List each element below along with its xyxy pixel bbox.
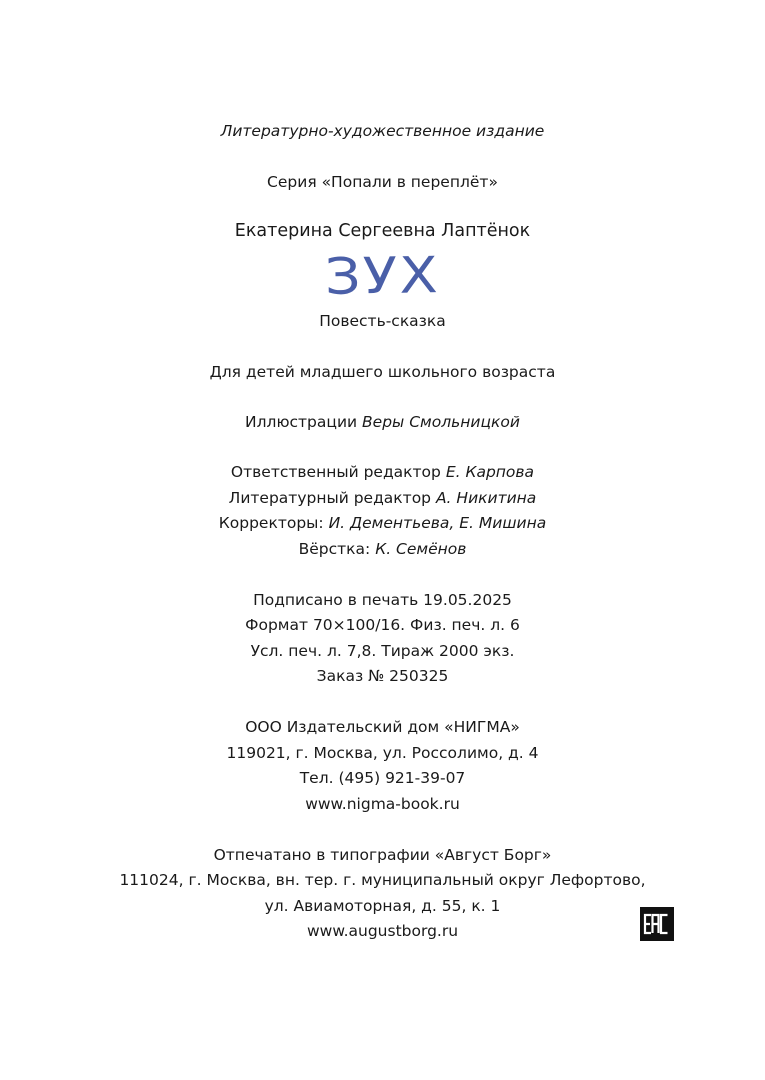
staff-name: И. Дементьева, Е. Мишина — [328, 514, 547, 532]
illustrator-name: Веры Смольницкой — [362, 413, 520, 431]
staff-line — [0, 462, 765, 482]
book-title-text: ЗУХ — [324, 246, 441, 306]
printer-line: ул. Авиамоторная, д. 55, к. 1 — [264, 897, 501, 915]
audience-line: Для детей младшего школьного возраста — [209, 363, 556, 381]
staff-line — [0, 488, 765, 508]
book-title — [0, 246, 765, 306]
staff-role: Ответственный редактор — [230, 463, 446, 481]
staff-role: Корректоры: — [218, 514, 329, 532]
genre-line: Повесть-сказка — [319, 312, 446, 330]
publisher-line: 119021, г. Москва, ул. Россолимо, д. 4 — [226, 744, 539, 762]
publisher-line: ООО Издательский дом «НИГМА» — [245, 718, 520, 736]
printer-website: www.augustborg.ru — [306, 922, 459, 940]
printer-line: Отпечатано в типографии «Август Борг» — [213, 846, 552, 864]
publisher-line: Тел. (495) 921-39-07 — [299, 769, 466, 787]
staff-line — [0, 539, 765, 559]
print-info-line: Заказ № 250325 — [316, 667, 449, 685]
illustrations-line — [0, 412, 765, 432]
staff-line — [0, 513, 765, 533]
staff-name: Е. Карпова — [445, 463, 535, 481]
printer-line: 111024, г. Москва, вн. тер. г. муниципальный округ Лефортово, — [119, 871, 646, 889]
print-info-line: Формат 70×100/16. Физ. печ. л. 6 — [245, 616, 520, 634]
author-name: Екатерина Сергеевна Лаптёнок — [234, 221, 531, 241]
print-info-line: Подписано в печать 19.05.2025 — [253, 591, 512, 609]
publisher-website: www.nigma-book.ru — [305, 795, 460, 813]
staff-role: Вёрстка: — [298, 540, 376, 558]
edition-type: Литературно-художественное издание — [220, 122, 545, 140]
illustrations-label: Иллюстрации — [245, 413, 363, 431]
staff-name: К. Семёнов — [375, 540, 467, 558]
eac-mark-icon — [640, 907, 674, 941]
series-line: Серия «Попали в переплёт» — [267, 173, 498, 191]
staff-name: А. Никитина — [435, 489, 537, 507]
staff-role: Литературный редактор — [228, 489, 436, 507]
print-info-line: Усл. печ. л. 7,8. Тираж 2000 экз. — [250, 642, 515, 660]
